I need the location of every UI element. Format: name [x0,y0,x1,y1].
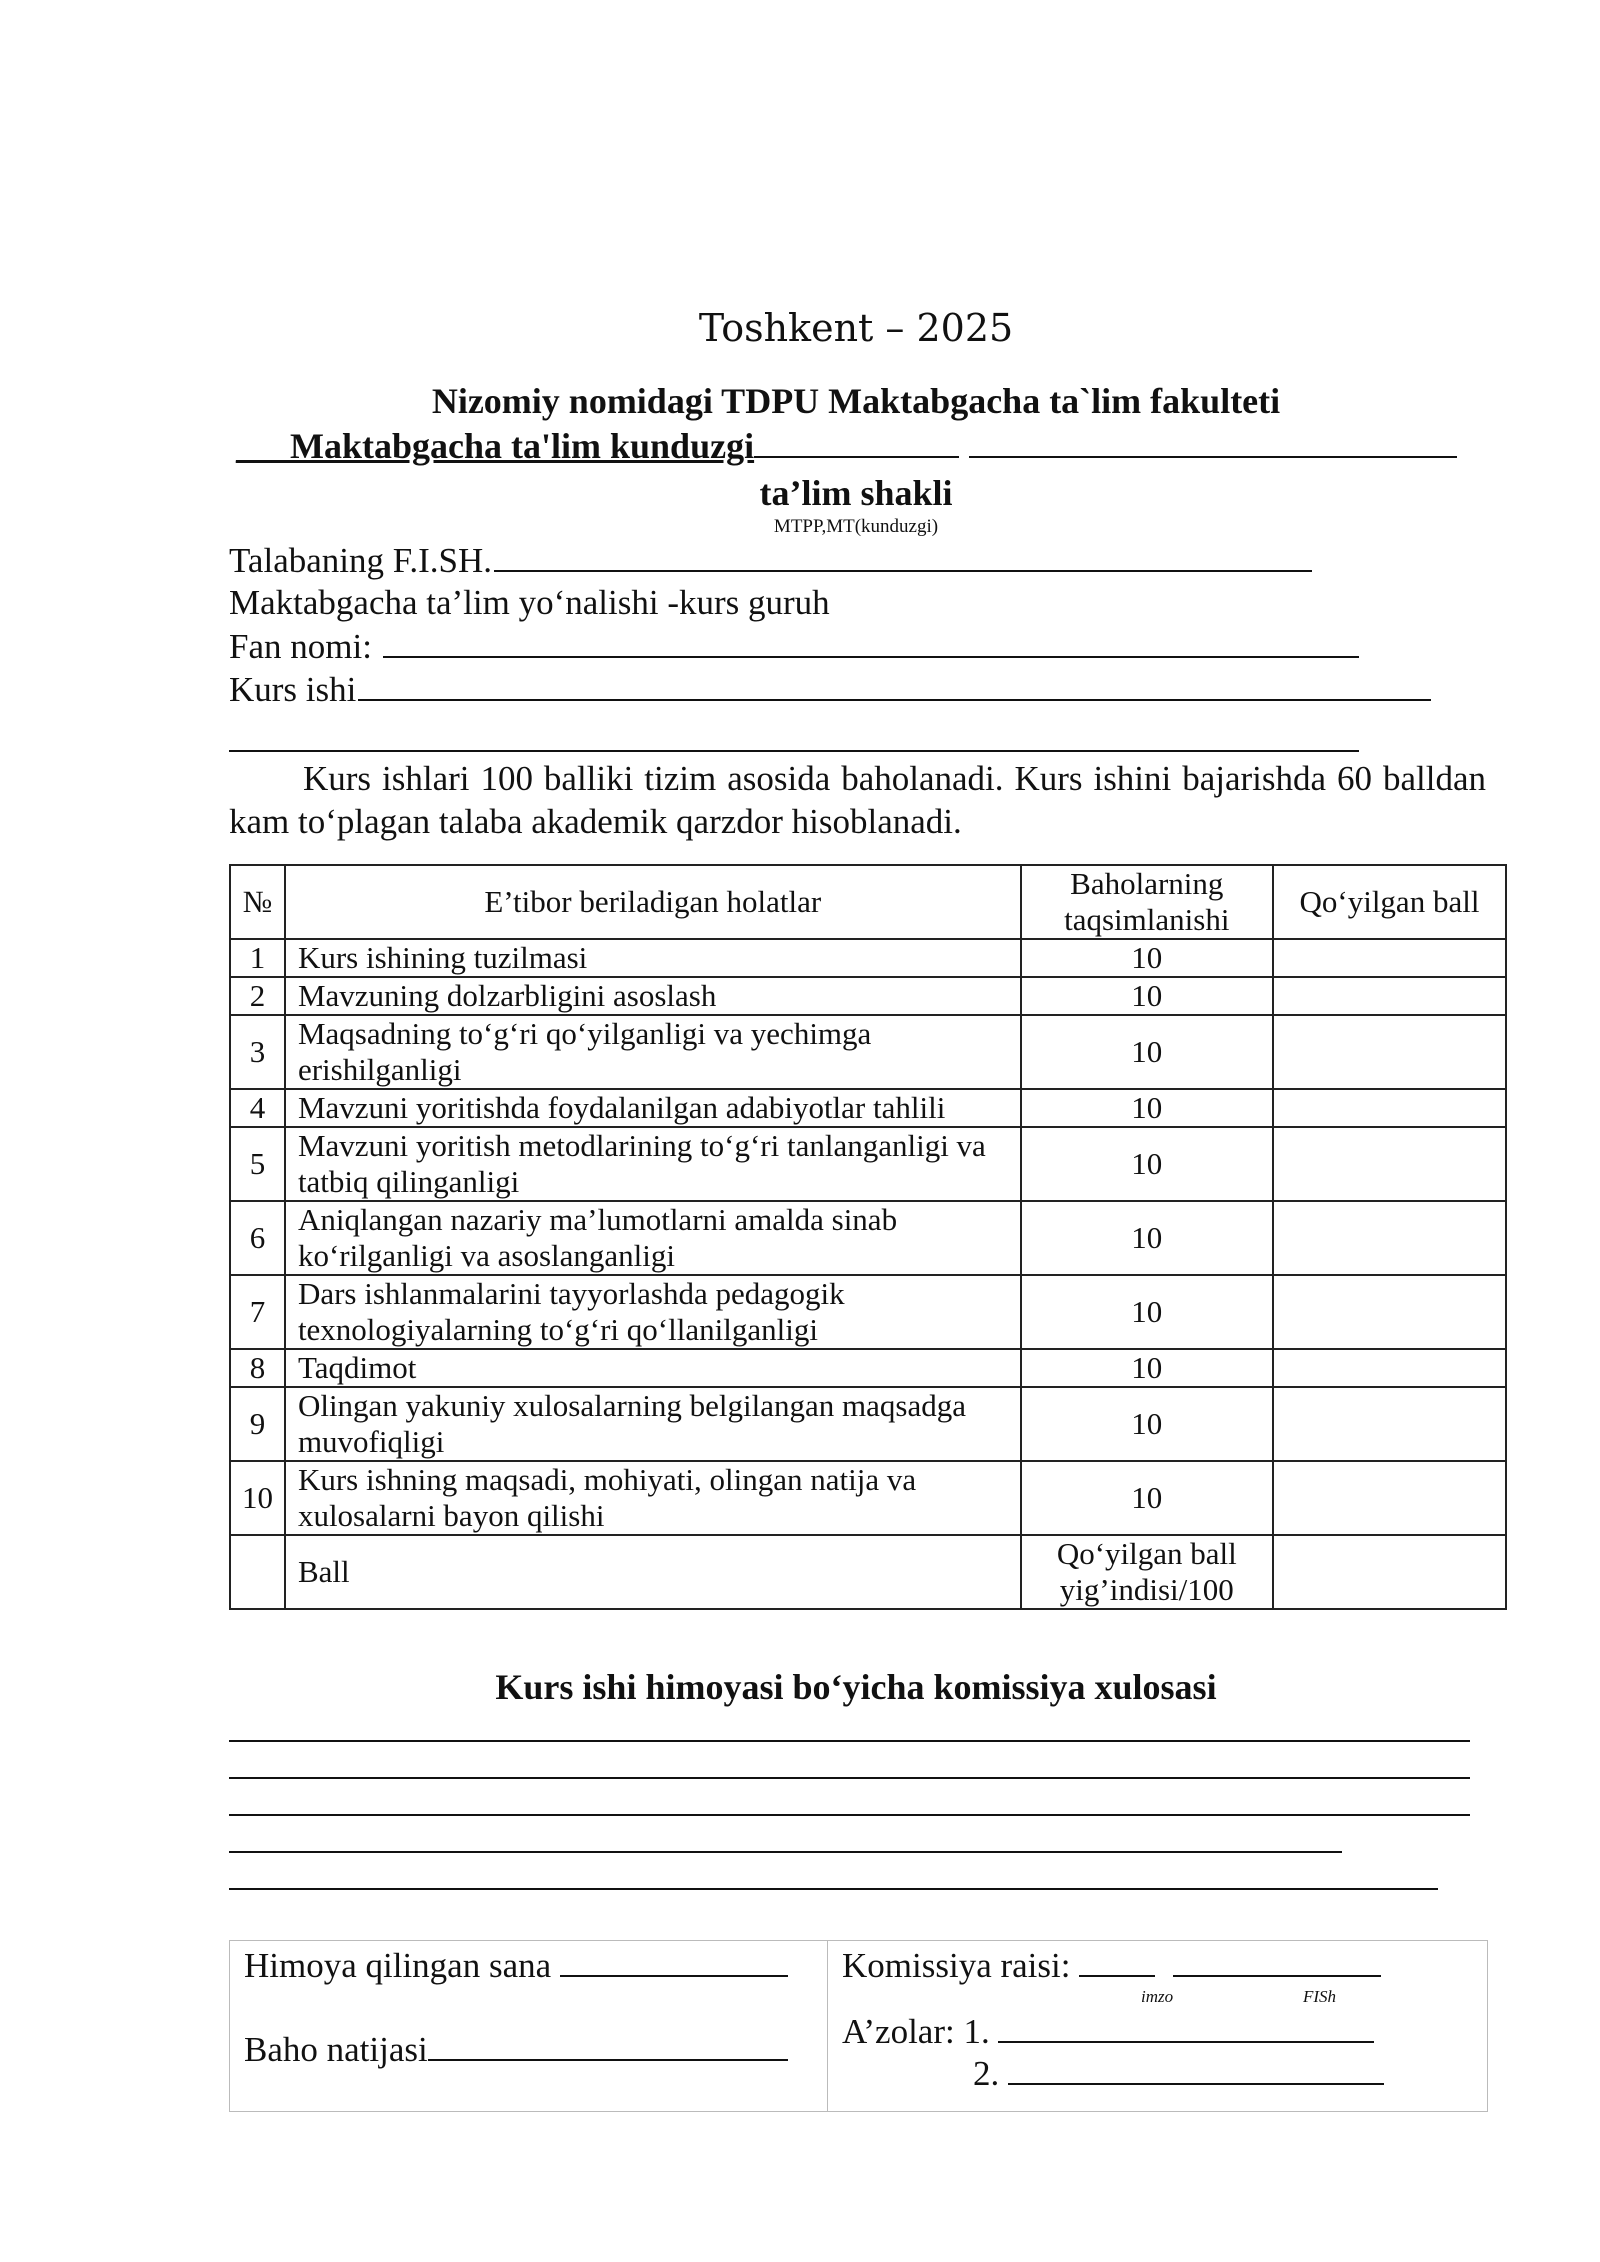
row-score-cell[interactable] [1273,1275,1506,1349]
members-label: A’zolar: 1. [842,2012,999,2051]
row-distribution: 10 [1021,1127,1273,1201]
row-criteria: Mavzuni yoritish metodlarining to‘g‘ri tanlanganligi va tatbiq qilinganligi [285,1127,1021,1201]
chair-field[interactable] [842,1945,1381,1986]
subject-line[interactable] [383,626,1359,658]
group-note: MTPP,MT(kunduzgi) [773,516,939,537]
commission-line-5[interactable] [229,1888,1438,1890]
table-row [230,1015,1506,1089]
row-score-cell[interactable] [1273,1127,1506,1201]
course-work-line[interactable] [358,669,1431,701]
intro-text: Kurs ishlari 100 balliki tizim asosida baholanadi. Kurs ishini bajarishda 60 balldan kam to‘plagan talaba akademik qarzdor hisoblanadi. [229,759,1486,841]
row-score-cell[interactable] [1273,977,1506,1015]
row-num: 10 [230,1461,285,1535]
row-num: 4 [230,1089,285,1127]
row-criteria: Mavzuni yoritishda foydalanilgan adabiyotlar tahlili [285,1089,1021,1127]
direction-field [229,583,830,623]
row-distribution: 10 [1021,1275,1273,1349]
study-form-label: ta’lim shakli [759,473,953,513]
header-criteria: E’tibor beriladigan holatlar [285,865,1021,939]
commission-title: Kurs ishi himoyasi bo‘yicha komissiya xulosasi [495,1667,1217,1707]
total-label: Ball [285,1535,1021,1609]
member-1-field[interactable] [842,2011,1374,2052]
row-distribution: 10 [1021,977,1273,1015]
row-num: 6 [230,1201,285,1275]
commission-line-1[interactable] [229,1740,1470,1742]
row-criteria: Kurs ishning maqsadi, mohiyati, olingan natija va xulosalarni bayon qilishi [285,1461,1021,1535]
row-criteria: Dars ishlanmalarini tayyorlashda pedagogik texnologiyalarning to‘g‘ri qo‘llanilganligi [285,1275,1021,1349]
student-name-label: Talabaning F.I.SH. [229,541,493,580]
row-num: 7 [230,1275,285,1349]
study-form-blank [754,428,959,458]
row-criteria: Maqsadning to‘g‘ri qo‘yilganligi va yechimga erishilganligi [285,1015,1021,1089]
table-row [230,1201,1506,1275]
grade-result-line[interactable] [428,2029,788,2061]
total-num-cell [230,1535,285,1609]
course-work-line-2[interactable] [229,750,1359,752]
row-score-cell[interactable] [1273,1015,1506,1089]
row-criteria: Mavzuning dolzarbligini asoslash [285,977,1021,1015]
defense-date-field[interactable] [244,1945,788,1986]
row-distribution: 10 [1021,1201,1273,1275]
grade-result-field[interactable] [244,2029,788,2070]
table-row [230,939,1506,977]
name-caption: FISh [1303,1987,1337,2006]
table-row [230,1127,1506,1201]
table-row [230,1387,1506,1461]
table-row [230,1089,1506,1127]
header-num: № [230,865,285,939]
sign-caption: imzo [1141,1987,1174,2006]
signature-box-divider [827,1941,828,2111]
total-distribution [1021,1535,1273,1609]
student-name-field[interactable] [229,540,1312,581]
intro-paragraph [229,757,1486,843]
table-row [230,1275,1506,1349]
total-score-cell[interactable] [1273,1535,1506,1609]
header-distribution [1021,865,1273,939]
row-criteria: Olingan yakuniy xulosalarning belgilangan maqsadga muvofiqligi [285,1387,1021,1461]
row-distribution: 10 [1021,1349,1273,1387]
row-distribution: 10 [1021,1089,1273,1127]
member-2-field[interactable] [973,2053,1384,2094]
city-year: Toshkent – 2025 [698,306,1014,350]
header-distribution-line1: Baholarning [1070,866,1224,901]
row-num: 5 [230,1127,285,1201]
row-score-cell[interactable] [1273,1461,1506,1535]
course-work-field[interactable] [229,669,1431,710]
header-given-score: Qo‘yilgan ball [1273,865,1506,939]
direction-label: Maktabgacha ta’lim yo‘nalishi -kurs guruh [229,583,830,622]
chair-signature-line[interactable] [1079,1945,1155,1977]
chair-name-line[interactable] [1173,1945,1381,1977]
header-distribution-line2: taqsimlanishi [1064,902,1230,937]
commission-line-2[interactable] [229,1777,1470,1779]
row-score-cell[interactable] [1273,1089,1506,1127]
row-distribution: 10 [1021,939,1273,977]
member-1-line[interactable] [998,2011,1374,2043]
row-distribution: 10 [1021,1461,1273,1535]
signature-box [229,1940,1488,2112]
table-total-row [230,1535,1506,1609]
study-form-line [236,425,1457,467]
row-num: 9 [230,1387,285,1461]
study-form-blank-2 [969,428,1457,458]
chair-label: Komissiya raisi: [842,1946,1080,1985]
study-form-prefix: ___ [236,426,290,466]
row-criteria: Kurs ishining tuzilmasi [285,939,1021,977]
row-distribution: 10 [1021,1387,1273,1461]
table-row [230,1461,1506,1535]
defense-date-label: Himoya qilingan sana [244,1946,560,1985]
member-2-label: 2. [973,2054,1008,2093]
row-score-cell[interactable] [1273,1387,1506,1461]
grade-result-label: Baho natijasi [244,2030,428,2069]
course-work-label: Kurs ishi [229,670,357,709]
commission-line-4[interactable] [229,1851,1342,1853]
student-name-line[interactable] [494,540,1312,572]
defense-date-line[interactable] [560,1945,788,1977]
row-distribution: 10 [1021,1015,1273,1089]
total-distribution-line2: yig’indisi/100 [1059,1572,1234,1607]
total-distribution-line1: Qo‘yilgan ball [1056,1536,1237,1571]
row-num: 3 [230,1015,285,1089]
commission-line-3[interactable] [229,1814,1470,1816]
table-row [230,1349,1506,1387]
row-num: 2 [230,977,285,1015]
faculty-title: Nizomiy nomidagi TDPU Maktabgacha ta`lim fakulteti [431,381,1281,421]
row-criteria: Taqdimot [285,1349,1021,1387]
row-score-cell[interactable] [1273,1201,1506,1275]
subject-field[interactable] [229,626,1359,667]
row-num: 8 [230,1349,285,1387]
table-header-row [230,865,1506,939]
row-criteria: Aniqlangan nazariy ma’lumotlarni amalda sinab ko‘rilganligi va asoslanganligi [285,1201,1021,1275]
study-form-value: Maktabgacha ta'lim kunduzgi [290,426,755,466]
row-num: 1 [230,939,285,977]
row-score-cell[interactable] [1273,939,1506,977]
row-score-cell[interactable] [1273,1349,1506,1387]
subject-label: Fan nomi: [229,627,381,666]
evaluation-table [229,864,1507,1610]
table-row [230,977,1506,1015]
member-2-line[interactable] [1008,2053,1384,2085]
